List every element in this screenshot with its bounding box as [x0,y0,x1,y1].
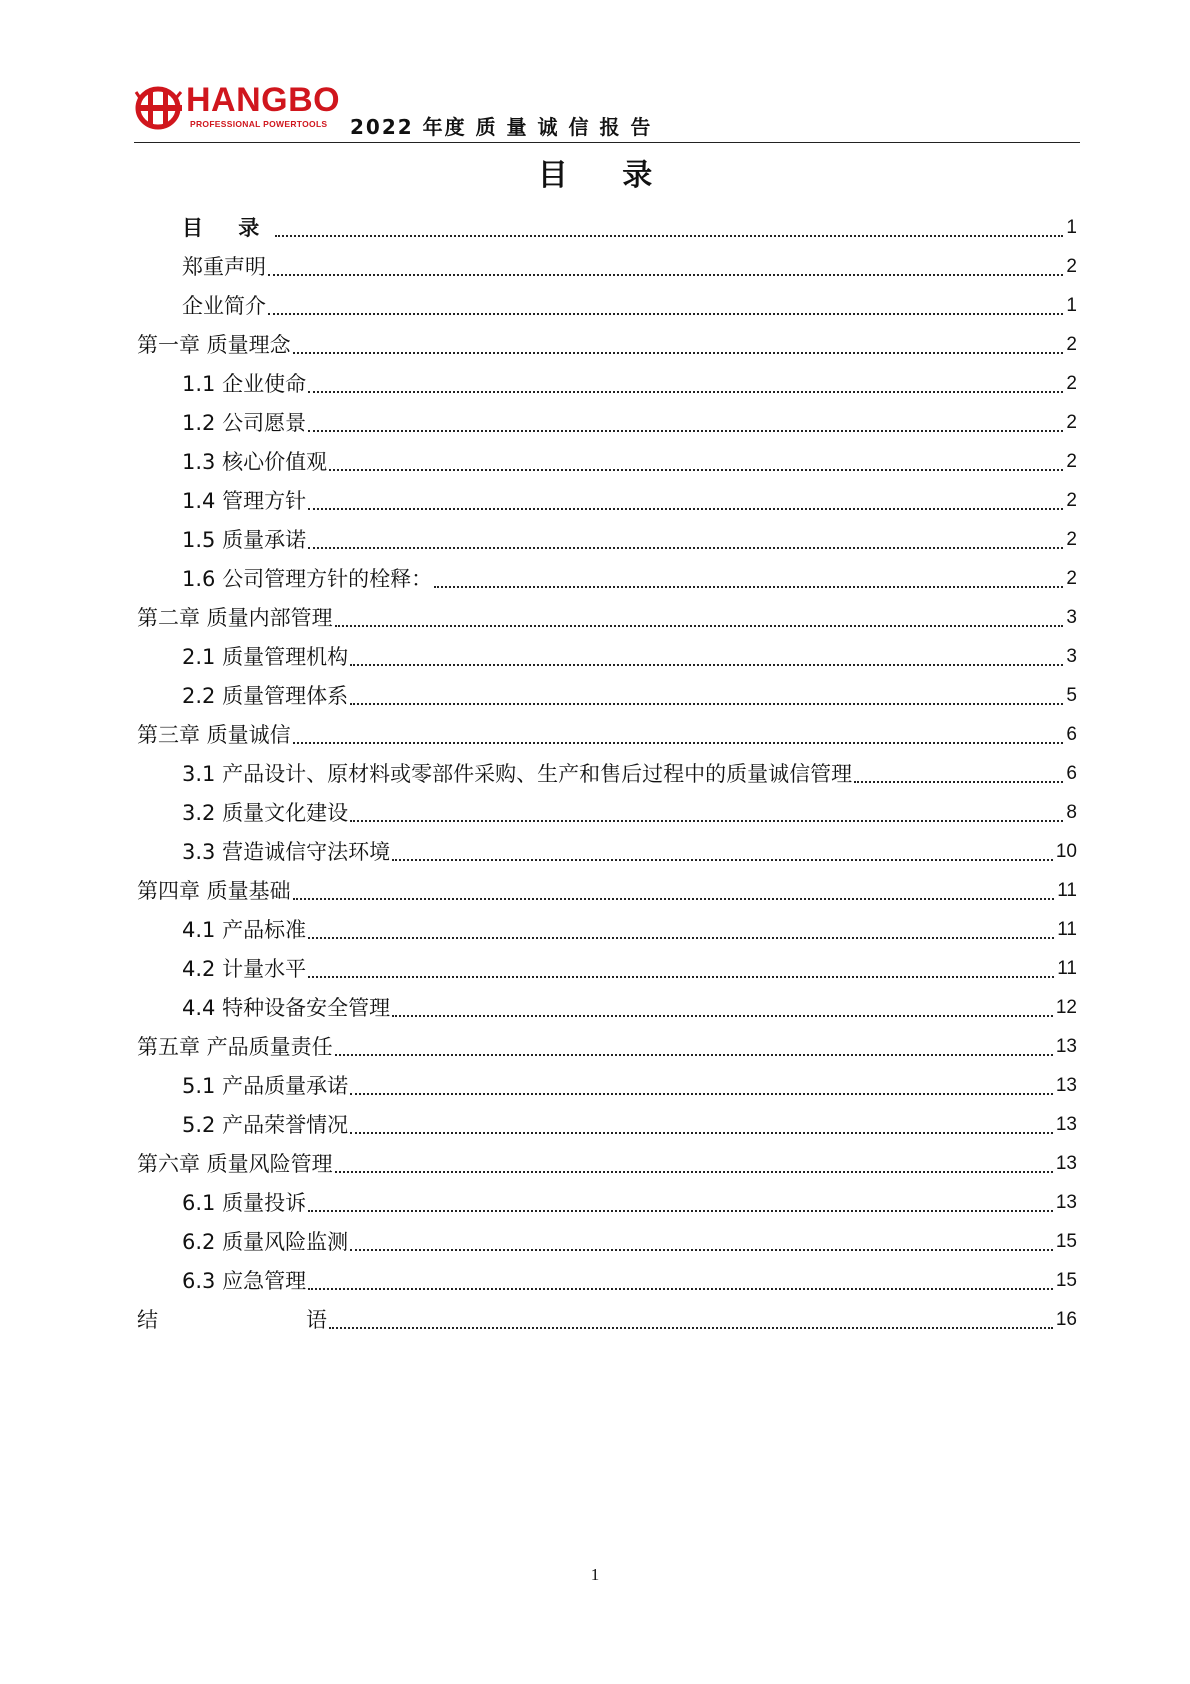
toc-entry-page: 8 [1066,801,1077,823]
toc-entry-page: 2 [1066,450,1077,472]
toc-entry[interactable] [137,481,1077,520]
toc-entry-label: 6.3 应急管理 [182,1268,307,1293]
toc-entry-page: 13 [1055,1191,1077,1213]
page-header [134,82,1080,143]
toc-dot-leader [335,1052,1053,1056]
toc-entry[interactable] [137,637,1077,676]
toc-entry[interactable] [137,910,1077,949]
toc-entry-page: 2 [1066,567,1077,589]
toc-entry-label: 结 语 [137,1307,327,1332]
toc-entry-page: 12 [1055,996,1077,1018]
toc-dot-leader [268,272,1063,276]
toc-dot-leader [308,1286,1053,1290]
toc-entry[interactable] [137,1183,1077,1222]
toc-entry-page: 5 [1066,684,1077,706]
toc-entry-label: 第六章 质量风险管理 [137,1151,333,1176]
toc-entry-page: 1 [1066,294,1077,316]
toc-entry-page: 2 [1066,528,1077,550]
toc-entry[interactable] [137,286,1077,325]
toc-entry[interactable] [137,988,1077,1027]
toc-entry[interactable] [137,1300,1077,1339]
toc-entry[interactable] [137,559,1077,598]
toc-entry-label: 1.6 公司管理方针的栓释： [182,566,433,591]
toc-dot-leader [350,1130,1053,1134]
toc-entry-page: 6 [1066,762,1077,784]
toc-dot-leader [392,857,1053,861]
toc-entry[interactable] [137,715,1077,754]
toc-entry[interactable] [137,1105,1077,1144]
toc-entry-label: 5.2 产品荣誉情况 [182,1112,349,1137]
toc-entry-page: 6 [1066,723,1077,745]
toc-dot-leader [335,623,1064,627]
toc-entry-label: 目 录 [182,215,274,240]
toc-entry[interactable] [137,1027,1077,1066]
toc-entry-label: 1.1 企业使命 [182,371,307,396]
toc-dot-leader [350,701,1063,705]
toc-heading: 目 录 [537,158,675,193]
toc-entry-page: 15 [1055,1230,1077,1252]
toc-entry-label: 郑重声明 [182,254,266,279]
toc-entry-page: 2 [1066,255,1077,277]
toc-dot-leader [293,740,1064,744]
toc-dot-leader [350,662,1063,666]
toc-dot-leader [268,311,1063,315]
toc-entry[interactable] [137,949,1077,988]
toc-entry-label: 6.1 质量投诉 [182,1190,307,1215]
toc-entry-label: 3.1 产品设计、原材料或零部件采购、生产和售后过程中的质量诚信管理 [182,761,853,786]
hangbo-logo-mark-icon [134,84,184,132]
toc-entry-label: 4.4 特种设备安全管理 [182,995,391,1020]
toc-entry-label: 1.5 质量承诺 [182,527,307,552]
toc-dot-leader [308,974,1054,978]
toc-dot-leader [308,545,1063,549]
toc-entry-label: 4.2 计量水平 [182,956,307,981]
toc-entry-label: 6.2 质量风险监测 [182,1229,349,1254]
toc-entry-label: 1.4 管理方针 [182,488,307,513]
toc-entry-page: 15 [1055,1269,1077,1291]
toc-dot-leader [329,467,1063,471]
toc-dot-leader [308,428,1063,432]
toc-entry[interactable] [137,1066,1077,1105]
toc-dot-leader [293,896,1055,900]
toc-entry[interactable] [137,208,1077,247]
logo-tagline: PROFESSIONAL POWERTOOLS [190,119,328,129]
toc-entry-page: 2 [1066,372,1077,394]
toc-entry[interactable] [137,1222,1077,1261]
toc-entry[interactable] [137,754,1077,793]
table-of-contents [137,208,1077,1339]
toc-entry[interactable] [137,364,1077,403]
report-title: 2022 年度 质 量 诚 信 报 告 [350,115,653,139]
toc-dot-leader [293,350,1064,354]
toc-entry-page: 13 [1055,1074,1077,1096]
toc-entry-label: 3.3 营造诚信守法环境 [182,839,391,864]
toc-dot-leader [329,1325,1053,1329]
toc-entry[interactable] [137,832,1077,871]
toc-entry-label: 第三章 质量诚信 [137,722,291,747]
toc-dot-leader [275,233,1063,237]
toc-entry-label: 5.1 产品质量承诺 [182,1073,349,1098]
toc-entry[interactable] [137,325,1077,364]
toc-entry-page: 2 [1066,489,1077,511]
toc-entry-label: 第一章 质量理念 [137,332,291,357]
toc-entry-page: 16 [1055,1308,1077,1330]
toc-entry[interactable] [137,247,1077,286]
toc-dot-leader [308,935,1054,939]
toc-entry-page: 11 [1057,918,1077,940]
toc-dot-leader [308,1208,1053,1212]
toc-entry[interactable] [137,871,1077,910]
toc-entry-page: 13 [1055,1035,1077,1057]
logo-wordmark: HANGBO [186,81,341,119]
toc-dot-leader [308,506,1063,510]
toc-dot-leader [350,1247,1053,1251]
toc-entry-page: 13 [1055,1152,1077,1174]
toc-entry-page: 3 [1066,606,1077,628]
toc-entry-page: 2 [1066,411,1077,433]
hangbo-logo [134,82,346,134]
toc-entry-label: 2.2 质量管理体系 [182,683,349,708]
toc-entry-page: 11 [1057,879,1077,901]
toc-dot-leader [308,389,1063,393]
toc-dot-leader [854,779,1063,783]
toc-entry[interactable] [137,442,1077,481]
toc-entry[interactable] [137,676,1077,715]
toc-entry-page: 2 [1066,333,1077,355]
toc-entry[interactable] [137,520,1077,559]
toc-entry-page: 1 [1066,216,1077,238]
toc-entry-page: 10 [1055,840,1077,862]
toc-entry[interactable] [137,1144,1077,1183]
toc-entry-label: 第四章 质量基础 [137,878,291,903]
toc-entry-label: 2.1 质量管理机构 [182,644,349,669]
toc-entry-label: 1.2 公司愿景 [182,410,307,435]
toc-entry[interactable] [137,793,1077,832]
toc-entry-label: 1.3 核心价值观 [182,449,328,474]
toc-entry-page: 3 [1066,645,1077,667]
toc-entry-page: 11 [1057,957,1077,979]
page-number: 1 [590,1565,600,1584]
toc-entry-label: 第二章 质量内部管理 [137,605,333,630]
toc-entry-label: 4.1 产品标准 [182,917,307,942]
toc-dot-leader [350,1091,1053,1095]
toc-entry-label: 企业简介 [182,293,266,318]
toc-dot-leader [434,584,1063,588]
toc-dot-leader [335,1169,1053,1173]
toc-entry-page: 13 [1055,1113,1077,1135]
toc-dot-leader [350,818,1063,822]
toc-entry[interactable] [137,403,1077,442]
toc-entry-label: 3.2 质量文化建设 [182,800,349,825]
toc-entry[interactable] [137,598,1077,637]
toc-entry-label: 第五章 产品质量责任 [137,1034,333,1059]
toc-dot-leader [392,1013,1053,1017]
toc-entry[interactable] [137,1261,1077,1300]
